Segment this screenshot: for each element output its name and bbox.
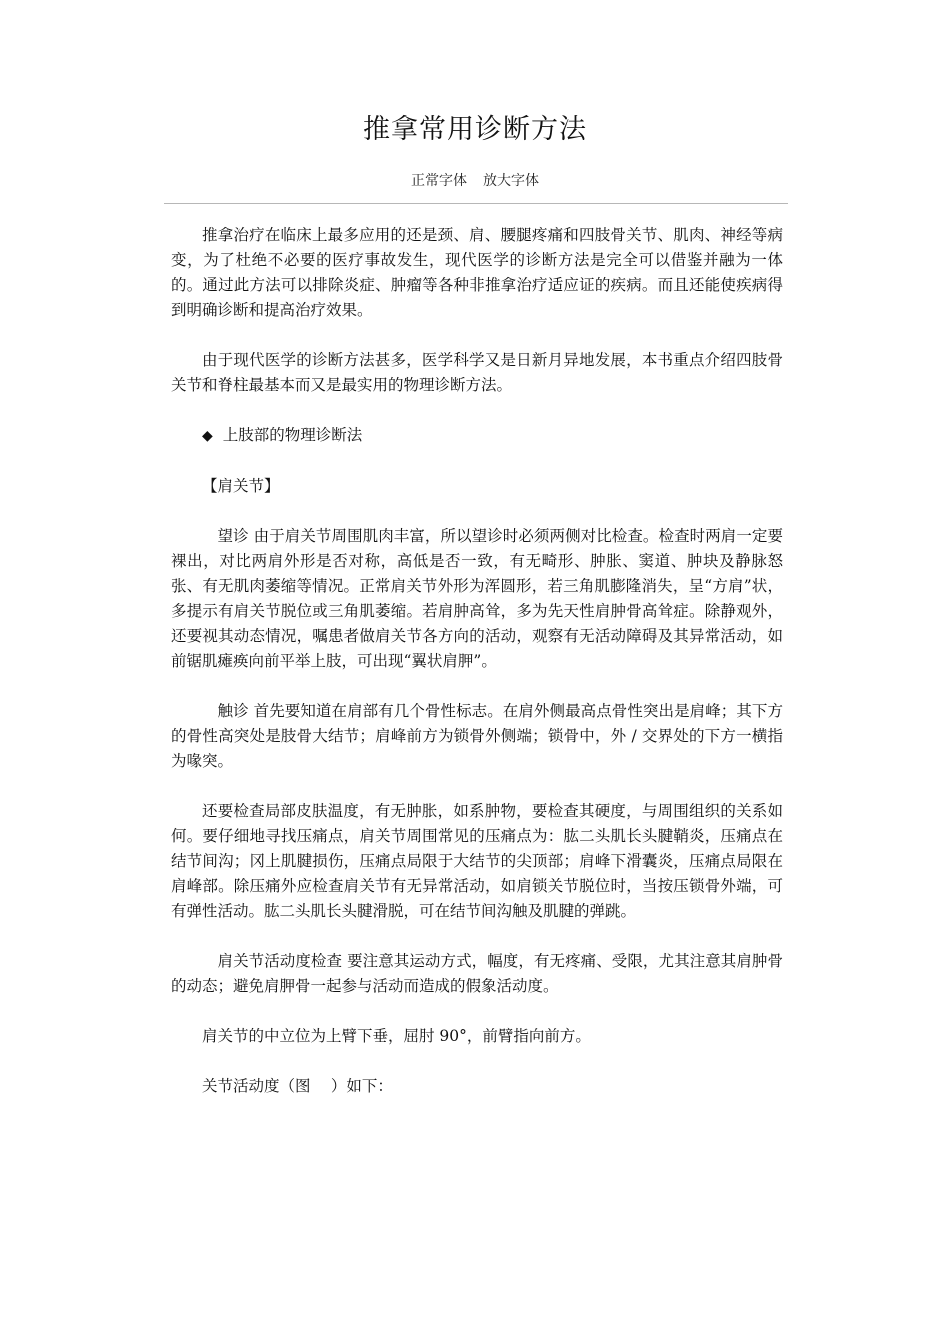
title-divider: [164, 203, 788, 204]
article-body: [171, 223, 783, 1124]
paragraph-range-of-motion: 肩关节活动度检查 要注意其运动方式，幅度，有无疼痛、受限，尤其注意其肩肿骨的动态；避免肩胛骨一起参与活动而造成的假象活动度。: [171, 952, 783, 995]
paragraph-figure-reference: 关节活动度（图 ）如下：: [202, 1077, 393, 1095]
paragraph-palpation: 触诊 首先要知道在肩部有几个骨性标志。在肩外侧最高点骨性突出是肩峰；其下方的骨性高突处是肢骨大结节；肩峰前方为锁骨外侧端；锁骨中，外 / 交界处的下方一横指为喙突。: [171, 702, 783, 770]
large-font-link[interactable]: 放大字体: [483, 173, 539, 189]
diamond-bullet-icon: ◆: [202, 428, 213, 444]
paragraph-inspection: 望诊 由于肩关节周围肌肉丰富，所以望诊时必须两侧对比检查。检查时两肩一定要裸出，对比两肩外形是否对称，高低是否一致，有无畸形、肿胀、窦道、肿块及静脉怒张、有无肌肉萎缩等情况。正常肩关节外形为浑圆形，若三角肌膨隆消失，呈“方肩”状，多提示有肩关节脱位或三角肌萎缩。若肩肿高耸，多为先天性肩肿骨高耸症。除静观外，还要视其动态情况，嘱患者做肩关节各方向的活动，观察有无活动障碍及其异常活动，如前锯肌瘫痪向前平举上肢，可出现“翼状肩胛”。: [171, 527, 783, 670]
font-size-options: [0, 171, 950, 191]
subsection-heading: [171, 423, 783, 449]
paragraph-neutral-position: 肩关节的中立位为上臂下垂，屈肘 90°，前臂指向前方。: [202, 1027, 591, 1045]
paragraph-intro: 推拿治疗在临床上最多应用的还是颈、肩、腰腿疼痛和四肢骨关节、肌肉、神经等病变，为了杜绝不必要的医疗事故发生，现代医学的诊断方法是完全可以借鉴并融为一体的。通过此方法可以排除炎症、肿瘤等各种非推拿治疗适应证的疾病。而且还能使疾病得到明确诊断和提高治疗效果。: [171, 226, 783, 319]
page-title: 推拿常用诊断方法: [363, 114, 587, 145]
paragraph-skin-temperature: 还要检查局部皮肤温度，有无肿胀，如系肿物，要检查其硬度，与周围组织的关系如何。要仔细地寻找压痛点，肩关节周围常见的压痛点为：肱二头肌长头腱鞘炎，压痛点在结节间沟；冈上肌腱损伤，压痛点局限于大结节的尖顶部；肩峰下滑囊炎，压痛点局限在肩峰部。除压痛外应检查肩关节有无异常活动，如肩锁关节脱位时，当按压锁骨外端，可有弹性活动。肱二头肌长头腱滑脱，可在结节间沟触及肌腱的弹跳。: [171, 802, 783, 920]
normal-font-link[interactable]: 正常字体: [411, 173, 467, 189]
subsection-heading-text: 上肢部的物理诊断法: [222, 426, 363, 444]
paragraph-scope: 由于现代医学的诊断方法甚多，医学科学又是日新月异地发展，本书重点介绍四肢骨关节和脊柱最基本而又是最实用的物理诊断方法。: [171, 351, 783, 394]
section-heading-shoulder: 【肩关节】: [202, 477, 280, 495]
